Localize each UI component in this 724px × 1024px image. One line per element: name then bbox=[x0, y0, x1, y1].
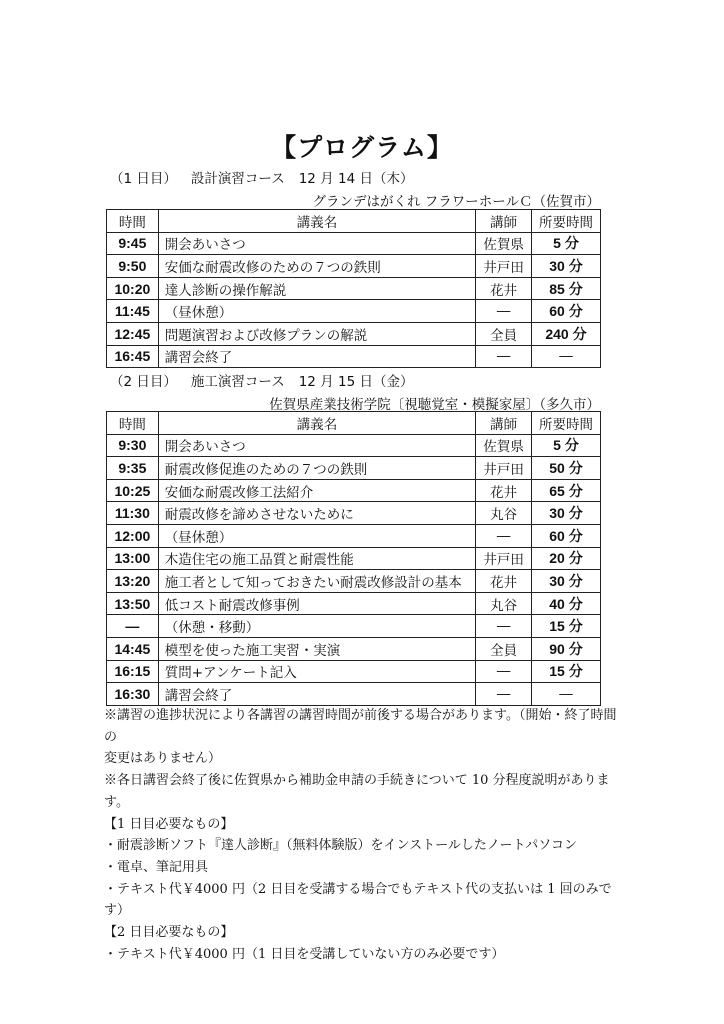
duration-cell: 5 分 bbox=[531, 232, 600, 255]
lecture-cell: 安価な耐震改修のための７つの鉄則 bbox=[158, 255, 475, 278]
lecture-cell: 施工者として知っておきたい耐震改修設計の基本 bbox=[158, 570, 475, 593]
duration-cell: 40 分 bbox=[531, 592, 600, 615]
page-title: 【プログラム】 bbox=[271, 133, 453, 162]
time-cell: 12:45 bbox=[107, 322, 159, 345]
lecture-cell: 耐震改修促進のための７つの鉄則 bbox=[158, 457, 475, 480]
table-row bbox=[107, 255, 601, 278]
duration-cell: 15 分 bbox=[531, 660, 600, 683]
day1-course: 設計演習コース bbox=[190, 171, 285, 187]
table-row bbox=[107, 345, 601, 368]
table-row bbox=[107, 434, 601, 457]
instructor-cell: 丸谷 bbox=[476, 592, 532, 615]
instructor-cell: ― bbox=[476, 660, 532, 683]
lecture-cell: 開会あいさつ bbox=[158, 232, 475, 255]
header-time: 時間 bbox=[107, 210, 159, 233]
duration-cell: 60 分 bbox=[531, 300, 600, 323]
note-line: 【1 日目必要なもの】 bbox=[104, 816, 234, 832]
instructor-cell: ― bbox=[476, 300, 532, 323]
instructor-cell: 佐賀県 bbox=[476, 232, 532, 255]
table-header-row bbox=[107, 210, 601, 233]
time-cell: 9:30 bbox=[107, 434, 159, 457]
lecture-cell: 質問+アンケート記入 bbox=[158, 660, 475, 683]
lecture-cell: 模型を使った施工実習・実演 bbox=[158, 637, 475, 660]
table-row bbox=[107, 457, 601, 480]
duration-cell: 30 分 bbox=[531, 502, 600, 525]
table-row bbox=[107, 322, 601, 345]
instructor-cell: ― bbox=[476, 683, 532, 706]
time-cell: 13:20 bbox=[107, 570, 159, 593]
time-cell: 13:50 bbox=[107, 592, 159, 615]
table-row bbox=[107, 502, 601, 525]
day2-venue: 佐賀県産業技術学院〔視聴覚室・模擬家屋〕（多久市） bbox=[269, 397, 600, 413]
note-line: ・電卓、筆記用具 bbox=[104, 859, 209, 875]
day2-date: 12 月 15 日（金） bbox=[298, 374, 414, 390]
duration-cell: 65 分 bbox=[531, 479, 600, 502]
day1-schedule-table bbox=[106, 209, 601, 368]
duration-cell: 85 分 bbox=[531, 277, 600, 300]
time-cell: 11:30 bbox=[107, 502, 159, 525]
day1-label: （1 日目） bbox=[110, 171, 177, 187]
instructor-cell: 全員 bbox=[476, 637, 532, 660]
lecture-cell: （昼休憩） bbox=[158, 524, 475, 547]
table-row bbox=[107, 547, 601, 570]
time-cell: ― bbox=[107, 615, 159, 638]
time-cell: 12:00 bbox=[107, 524, 159, 547]
table-row bbox=[107, 592, 601, 615]
duration-cell: 50 分 bbox=[531, 457, 600, 480]
table-row bbox=[107, 300, 601, 323]
instructor-cell: 井戸田 bbox=[476, 547, 532, 570]
time-cell: 9:35 bbox=[107, 457, 159, 480]
note-line: ※各日講習会終了後に佐賀県から補助金申請の手続きについて 10 分程度説明があります。 bbox=[104, 773, 610, 810]
time-cell: 9:50 bbox=[107, 255, 159, 278]
header-time: 時間 bbox=[107, 412, 159, 435]
lecture-cell: 耐震改修を諦めさせないために bbox=[158, 502, 475, 525]
time-cell: 10:20 bbox=[107, 277, 159, 300]
duration-cell: ― bbox=[531, 683, 600, 706]
table-row bbox=[107, 277, 601, 300]
lecture-cell: 講習会終了 bbox=[158, 345, 475, 368]
duration-cell: 90 分 bbox=[531, 637, 600, 660]
instructor-cell: ― bbox=[476, 345, 532, 368]
note-line: ・テキスト代￥4000 円（2 日目を受講する場合でもテキスト代の支払いは 1 回のみです） bbox=[104, 881, 612, 919]
lecture-cell: 木造住宅の施工品質と耐震性能 bbox=[158, 547, 475, 570]
day1-heading bbox=[110, 167, 427, 187]
header-lecture: 講義名 bbox=[158, 412, 475, 435]
lecture-cell: 安価な耐震改修工法紹介 bbox=[158, 479, 475, 502]
day2-heading bbox=[110, 370, 427, 390]
header-lecture: 講義名 bbox=[158, 210, 475, 233]
day2-table-body bbox=[107, 434, 601, 705]
time-cell: 11:45 bbox=[107, 300, 159, 323]
duration-cell: 240 分 bbox=[531, 322, 600, 345]
duration-cell: ― bbox=[531, 345, 600, 368]
instructor-cell: 井戸田 bbox=[476, 457, 532, 480]
header-duration: 所要時間 bbox=[531, 412, 600, 435]
lecture-cell: 問題演習および改修プランの解説 bbox=[158, 322, 475, 345]
table-row bbox=[107, 637, 601, 660]
instructor-cell: 全員 bbox=[476, 322, 532, 345]
header-instructor: 講師 bbox=[476, 210, 532, 233]
duration-cell: 30 分 bbox=[531, 570, 600, 593]
instructor-cell: ― bbox=[476, 524, 532, 547]
table-row bbox=[107, 232, 601, 255]
time-cell: 14:45 bbox=[107, 637, 159, 660]
day2-schedule-table bbox=[106, 411, 601, 706]
header-instructor: 講師 bbox=[476, 412, 532, 435]
header-duration: 所要時間 bbox=[531, 210, 600, 233]
day2-course: 施工演習コース bbox=[190, 374, 285, 390]
time-cell: 16:30 bbox=[107, 683, 159, 706]
note-line: 変更はありません） bbox=[104, 751, 222, 767]
note-line: ・テキスト代￥4000 円（1 日目を受講していない方のみ必要です） bbox=[104, 946, 505, 962]
duration-cell: 15 分 bbox=[531, 615, 600, 638]
duration-cell: 30 分 bbox=[531, 255, 600, 278]
table-row bbox=[107, 615, 601, 638]
table-row bbox=[107, 570, 601, 593]
note-line: ・耐震診断ソフト『達人診断』（無料体験版）をインストールしたノートパソコン bbox=[104, 838, 577, 854]
instructor-cell: 井戸田 bbox=[476, 255, 532, 278]
lecture-cell: （休憩・移動） bbox=[158, 615, 475, 638]
time-cell: 16:45 bbox=[107, 345, 159, 368]
day1-table-body bbox=[107, 232, 601, 368]
table-row bbox=[107, 524, 601, 547]
day1-date: 12 月 14 日（木） bbox=[298, 171, 414, 187]
duration-cell: 5 分 bbox=[531, 434, 600, 457]
time-cell: 9:45 bbox=[107, 232, 159, 255]
time-cell: 10:25 bbox=[107, 479, 159, 502]
time-cell: 13:00 bbox=[107, 547, 159, 570]
instructor-cell: 花井 bbox=[476, 277, 532, 300]
day1-venue: グランデはがくれ フラワーホールＣ（佐賀市） bbox=[312, 194, 600, 210]
lecture-cell: （昼休憩） bbox=[158, 300, 475, 323]
day2-label: （2 日目） bbox=[110, 374, 177, 390]
lecture-cell: 低コスト耐震改修事例 bbox=[158, 592, 475, 615]
notes-section bbox=[104, 705, 624, 965]
table-header-row bbox=[107, 412, 601, 435]
duration-cell: 60 分 bbox=[531, 524, 600, 547]
note-line: ※講習の進捗状況により各講習の講習時間が前後する場合があります。（開始・終了時間の bbox=[104, 708, 617, 745]
instructor-cell: 佐賀県 bbox=[476, 434, 532, 457]
instructor-cell: 丸谷 bbox=[476, 502, 532, 525]
instructor-cell: 花井 bbox=[476, 479, 532, 502]
instructor-cell: 花井 bbox=[476, 570, 532, 593]
lecture-cell: 開会あいさつ bbox=[158, 434, 475, 457]
lecture-cell: 達人診断の操作解説 bbox=[158, 277, 475, 300]
table-row bbox=[107, 683, 601, 706]
note-line: 【2 日目必要なもの】 bbox=[104, 925, 234, 941]
table-row bbox=[107, 660, 601, 683]
time-cell: 16:15 bbox=[107, 660, 159, 683]
instructor-cell: ― bbox=[476, 615, 532, 638]
lecture-cell: 講習会終了 bbox=[158, 683, 475, 706]
duration-cell: 20 分 bbox=[531, 547, 600, 570]
table-row bbox=[107, 479, 601, 502]
